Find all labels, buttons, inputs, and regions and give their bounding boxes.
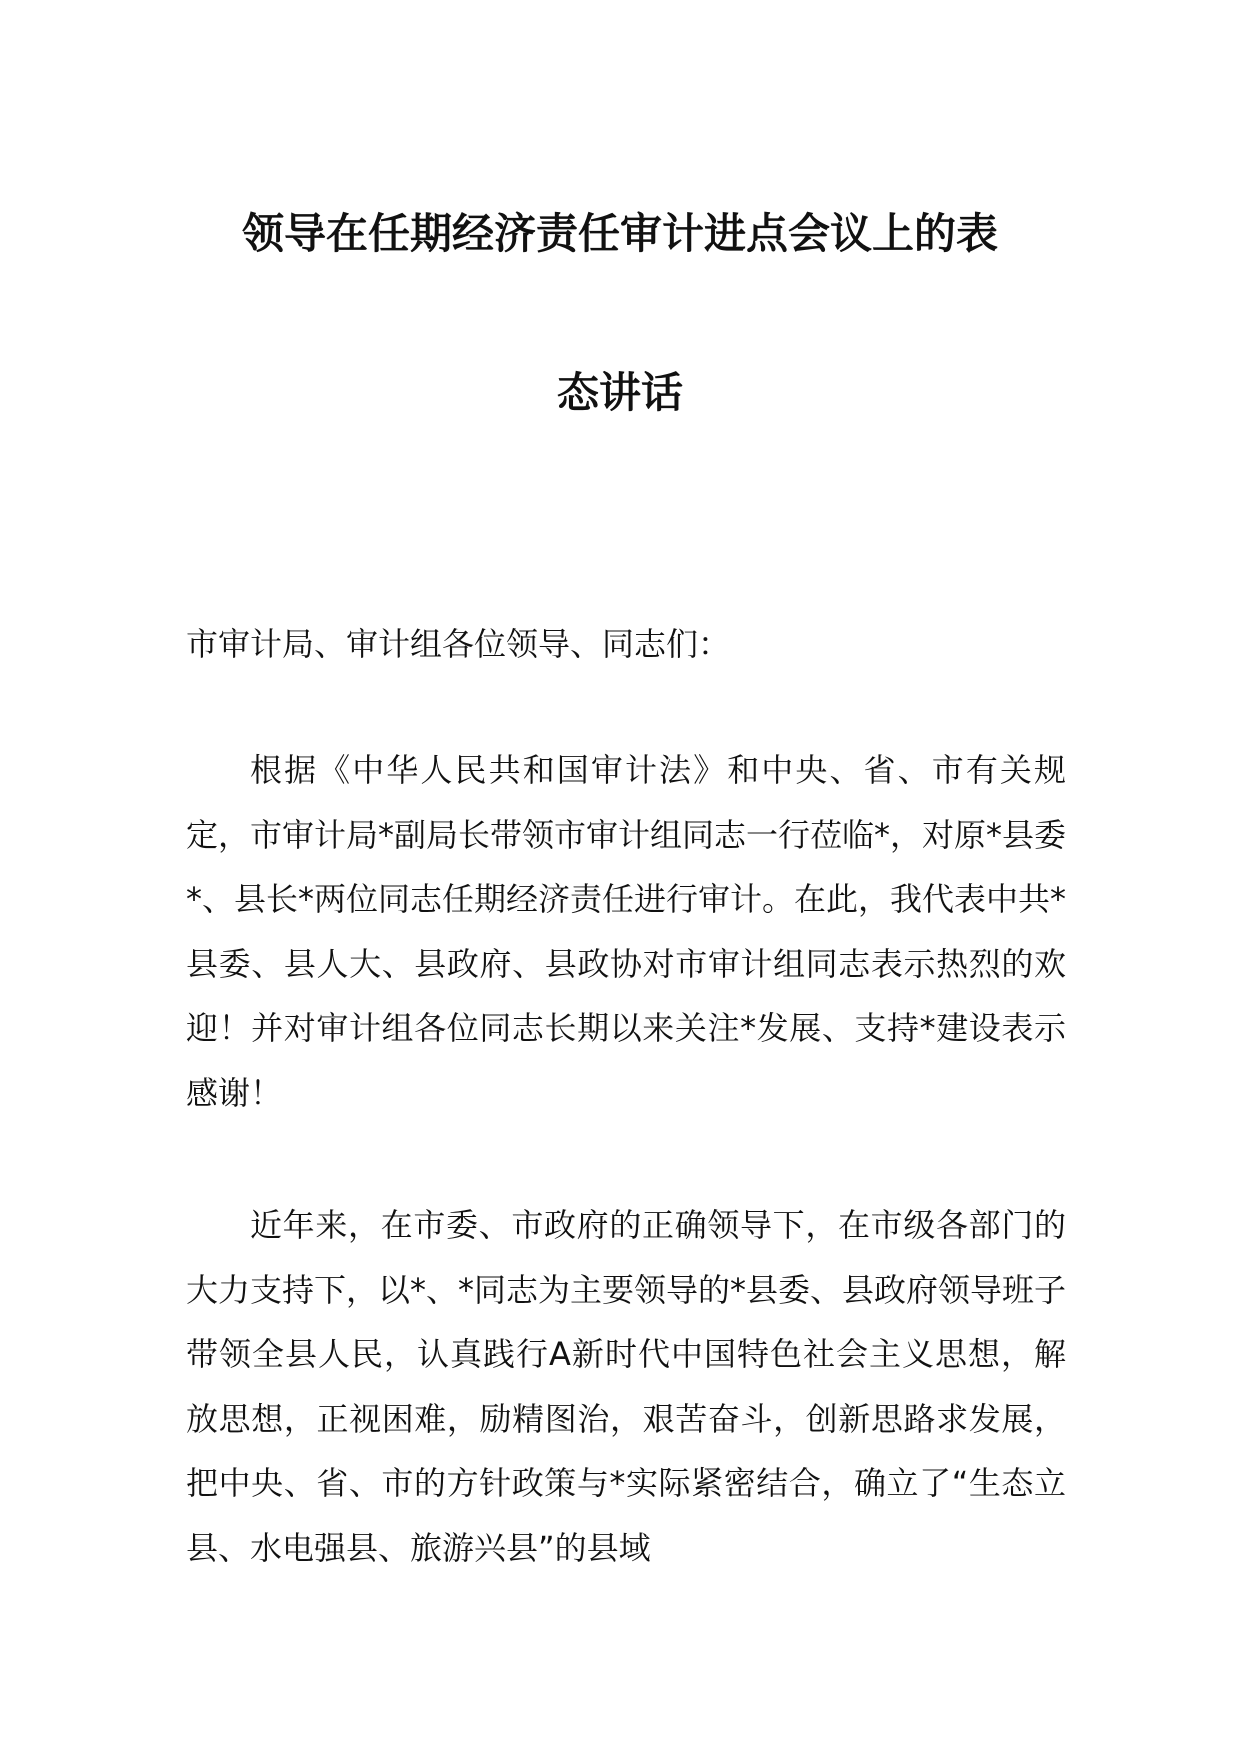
body-paragraph-1: 根据《中华人民共和国审计法》和中央、省、市有关规定，市审计局*副局长带领市审计组同志一行莅临*，对原*县委*、县长*两位同志任期经济责任进行审计。在此，我代表中共*县委、县人大、县政府、县政协对市审计组同志表示热烈的欢迎！并对审计组各位同志长期以来关注*发展、支持*建设表示感谢！: [186, 751, 1067, 1112]
document-title-line-1: 领导在任期经济责任审计进点会议上的表: [241, 209, 998, 258]
document-title-line-2: 态讲话: [556, 368, 683, 417]
salutation: 市审计局、审计组各位领导、同志们：: [186, 625, 731, 663]
body-paragraph-2: 近年来，在市委、市政府的正确领导下，在市级各部门的大力支持下，以*、*同志为主要领导的*县委、县政府领导班子带领全县人民，认真践行A新时代中国特色社会主义思想，解放思想，正视困难，励精图治，艰苦奋斗，创新思路求发展，把中央、省、市的方针政策与*实际紧密结合，确立了“生态立县、水电强县、旅游兴县”的县域: [186, 1206, 1067, 1567]
